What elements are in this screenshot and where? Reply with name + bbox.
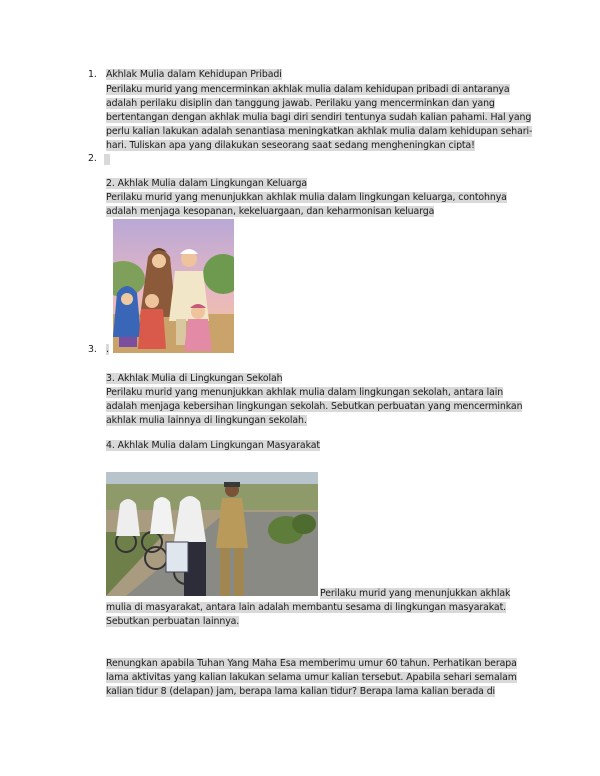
section4-title: 4. Akhlak Mulia dalam Lingkungan Masyarakat	[106, 440, 320, 451]
family-illustration	[113, 219, 234, 353]
empty-highlight	[104, 154, 110, 165]
section3-title: 3. Akhlak Mulia di Lingkungan Sekolah	[106, 373, 283, 384]
section4-caption-inline: Perilaku murid yang menunjukkan akhlak	[320, 588, 511, 599]
section2-line-2: adalah menjaga kesopanan, kekeluargaan, dan keharmonisan keluarga	[106, 206, 435, 217]
list-number-3: 3.	[88, 344, 97, 355]
section4-line-1: mulia di masyarakat, antara lain adalah membantu sesama di lingkungan masyarakat.	[106, 602, 507, 613]
list-item-3-suffix: .	[106, 344, 109, 355]
list-number-1: 1.	[88, 69, 97, 80]
section2-title: 2. Akhlak Mulia dalam Lingkungan Keluarga	[106, 178, 307, 189]
section1-line-2: adalah perilaku disiplin dan tanggung jawab. Perilaku yang mencerminkan dan yang	[106, 98, 495, 109]
section1-line-5: hari. Tuliskan apa yang dilakukan seseorang saat sedang mengheningkan cipta!	[106, 140, 475, 151]
closing-line-1: Renungkan apabila Tuhan Yang Maha Esa memberimu umur 60 tahun. Perhatikan berapa	[106, 658, 517, 669]
closing-line-2: lama aktivitas yang kalian lakukan selama umur kalian tersebut. Apabila sehari semalam	[106, 672, 517, 683]
section3-line-1: Perilaku murid yang menunjukkan akhlak mulia dalam lingkungan sekolah, antara lain	[106, 387, 504, 398]
section3-line-2: adalah menjaga kebersihan lingkungan sekolah. Sebutkan perbuatan yang mencerminkan	[106, 401, 523, 412]
section1-line-1: Perilaku murid yang mencerminkan akhlak mulia dalam kehidupan pribadi di antaranya	[106, 84, 510, 95]
community-photo	[106, 472, 318, 596]
section4-line-2: Sebutkan perbuatan lainnya.	[106, 616, 240, 627]
section1-title: Akhlak Mulia dalam Kehidupan Pribadi	[106, 69, 282, 80]
section3-line-3: akhlak mulia lainnya di lingkungan sekolah.	[106, 415, 307, 426]
section1-line-4: perlu kalian lakukan adalah senantiasa meningkatkan akhlak mulia dalam kehidupan sehari-	[106, 126, 533, 137]
closing-line-3: kalian tidur 8 (delapan) jam, berapa lama kalian tidur? Berapa lama kalian berada di	[106, 686, 496, 697]
list-number-2: 2.	[88, 153, 97, 164]
section2-line-1: Perilaku murid yang menunjukkan akhlak mulia dalam lingkungan keluarga, contohnya	[106, 192, 507, 203]
section1-line-3: bertentangan dengan akhlak mulia bagi diri sendiri tentunya sudah kalian pahami. Hal yang	[106, 112, 532, 123]
